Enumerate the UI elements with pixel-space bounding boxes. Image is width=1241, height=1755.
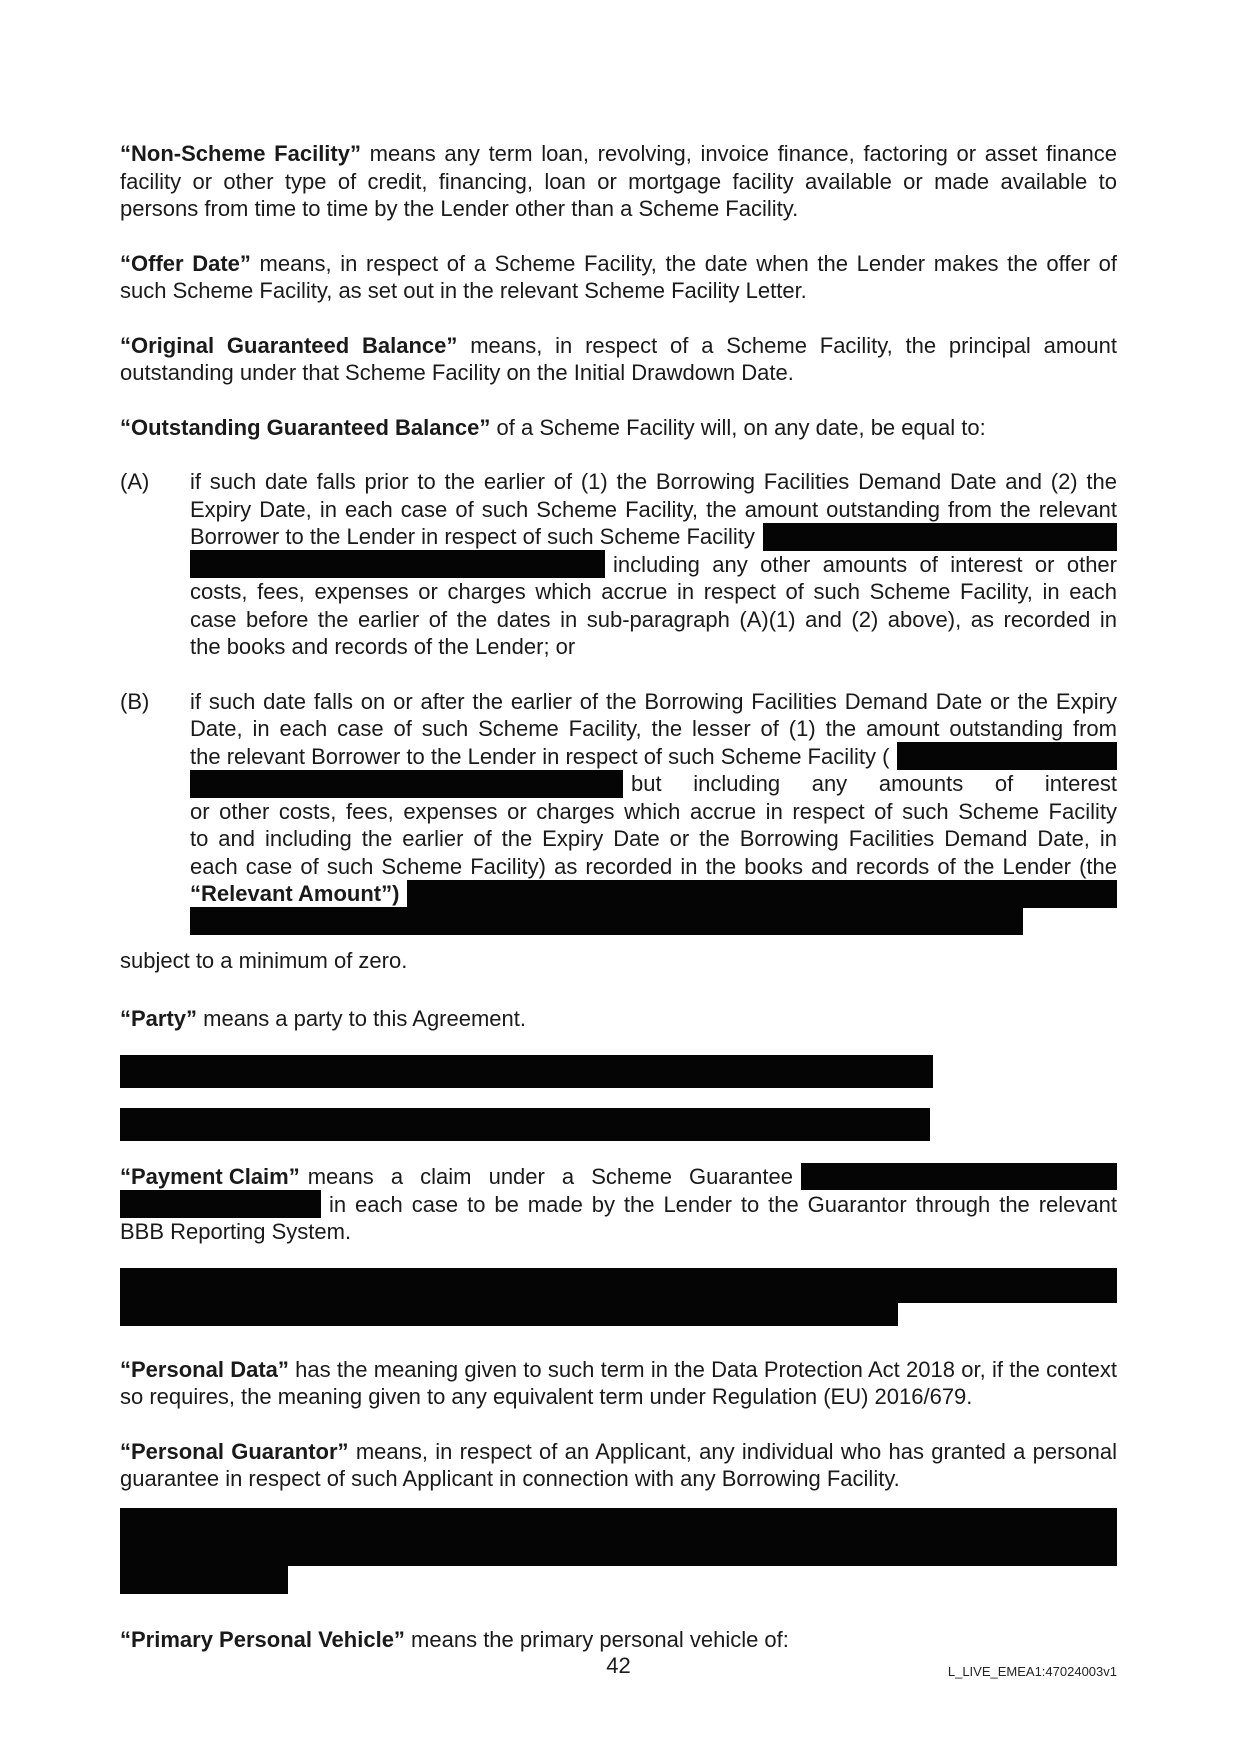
list-label: (B) [120,688,150,714]
document-body [120,140,1117,1653]
redaction-bar [801,1163,1117,1190]
text-run: if such date falls prior to the earlier of (1) the Borrowing Facilities Demand Date and (2) the [190,469,1117,494]
redaction-bar [763,523,1117,551]
text-line [190,523,1117,551]
text-line [190,551,1117,579]
text-line [190,743,1117,771]
redaction-bar [120,1108,930,1141]
list-item [120,688,1117,936]
text-line [190,688,1117,716]
redaction-bar [190,907,1023,935]
definition-paragraph [120,414,1117,442]
text-run: means, in respect of a Scheme Facility, the principal amount outstanding under that Scheme Facility on the Initial Drawdown Date. [120,332,1118,385]
redaction-bar [120,1055,933,1088]
text-run: Date, in each case of such Scheme Facility, the lesser of (1) the amount outstanding from [190,716,1117,741]
list-body [190,468,1117,661]
defined-term: “Payment Claim” [120,1164,300,1189]
definition-paragraph [120,332,1117,387]
page-number: 42 [606,1653,631,1678]
defined-term: “Offer Date” [120,250,251,276]
text-line [120,1163,1117,1191]
text-run: each case of such Scheme Facility) as recorded in the books and records of the Lender (the [190,853,1117,879]
text-run: including any other amounts of interest or other [613,551,1117,577]
defined-term: “Personal Guarantor” [120,1438,349,1464]
text-line [190,578,1117,606]
defined-term: “Outstanding Guaranteed Balance” [120,414,491,440]
redaction-bar [190,770,623,798]
definition-paragraph [120,1438,1117,1493]
text-run: the books and records of the Lender; or [190,634,576,659]
redaction-bar [120,1566,288,1594]
text-line [190,468,1117,496]
text-run: in each case to be made by the Lender to the Guarantor through the relevant [329,1191,1117,1217]
text-line [120,1218,1117,1246]
redaction-bar [120,1508,1117,1566]
redaction-block [120,1268,1117,1326]
definition-paragraph [120,947,1117,975]
text-run: has the meaning given to such term in the Data Protection Act 2018 or, if the context so requires, the meaning given to any equivalent term under Regulation (EU) 2016/679. [120,1356,1118,1409]
text-line [190,908,1117,936]
text-run: costs, fees, expenses or charges which accrue in respect of such Scheme Facility, in each [190,579,1117,604]
text-run: BBB Reporting System. [120,1219,352,1244]
text-line [190,880,1117,908]
text-run: means, in respect of an Applicant, any individual who has granted a personal guarantee in respect of such Applicant in connection with any Borrowing Facility. [120,1438,1117,1491]
text-line [190,853,1117,881]
text-line [120,1191,1117,1219]
defined-term: “Party” [120,1005,198,1031]
text-run: or other costs, fees, expenses or charges which accrue in respect of such Scheme Facility [190,798,1117,824]
text-run: Expiry Date, in each case of such Scheme Facility, the amount outstanding from the relevant [190,496,1117,522]
redaction-bar [120,1268,1117,1303]
text-run: subject to a minimum of zero. [120,948,408,973]
text-line [190,798,1117,826]
text-run: to and including the earlier of the Expiry Date or the Borrowing Facilities Demand Date, in [190,826,1117,851]
redaction-bar [407,880,1117,908]
text-run: Borrower to the Lender in respect of such Scheme Facility [190,524,755,549]
text-line [190,770,1117,798]
text-line [190,496,1117,524]
text-line [190,825,1117,853]
document-reference: L_LIVE_EMEA1:47024003v1 [947,1664,1117,1679]
definition-paragraph [120,1356,1117,1411]
list-item [120,468,1117,661]
redaction-block [120,1508,1117,1594]
definition-paragraph [120,1626,1117,1654]
text-run: means the primary personal vehicle of: [404,1626,789,1652]
text-run: means any term loan, revolving, invoice finance, factoring or asset finance facility or other type of credit, financing, loan or mortgage facility available or made available to persons from time to time by the Lender other than a Scheme Facility. [120,141,1118,221]
text-run: of a Scheme Facility will, on any date, be equal to: [490,414,986,440]
defined-term: “Personal Data” [120,1356,289,1382]
definition-paragraph [120,1005,1117,1033]
definition-paragraph [120,140,1117,223]
page-footer [120,1652,1117,1682]
text-run: case before the earlier of the dates in sub-paragraph (A)(1) and (2) above), as recorded in [190,606,1117,632]
text-line [190,633,1117,661]
text-run: if such date falls on or after the earlier of the Borrowing Facilities Demand Date or the Expiry [190,688,1117,714]
redaction-bar [120,1190,321,1218]
text-run: means a party to this Agreement. [197,1005,526,1031]
definition-paragraph [120,250,1117,305]
text-run: means, in respect of a Scheme Facility, the date when the Lender makes the offer of such Scheme Facility, as set out in the relevant Scheme Facility Letter. [120,250,1117,303]
text-line [190,715,1117,743]
defined-term: “Primary Personal Vehicle” [120,1626,405,1652]
text-line [190,606,1117,634]
defined-term: “Relevant Amount”) [190,881,400,906]
list-label: (A) [120,469,150,494]
text-run: means a claim under a Scheme Guarantee [307,1164,793,1189]
redaction-bar [190,550,605,578]
list-body [190,688,1117,936]
text-run: the relevant Borrower to the Lender in respect of such Scheme Facility ( [190,743,890,769]
defined-term: “Original Guaranteed Balance” [120,332,458,358]
text-run: but including any amounts of interest [631,771,1117,796]
defined-term: “Non-Scheme Facility” [120,141,361,166]
definition-paragraph [120,1163,1117,1246]
redaction-bar [120,1303,898,1326]
redaction-bar [897,742,1117,770]
